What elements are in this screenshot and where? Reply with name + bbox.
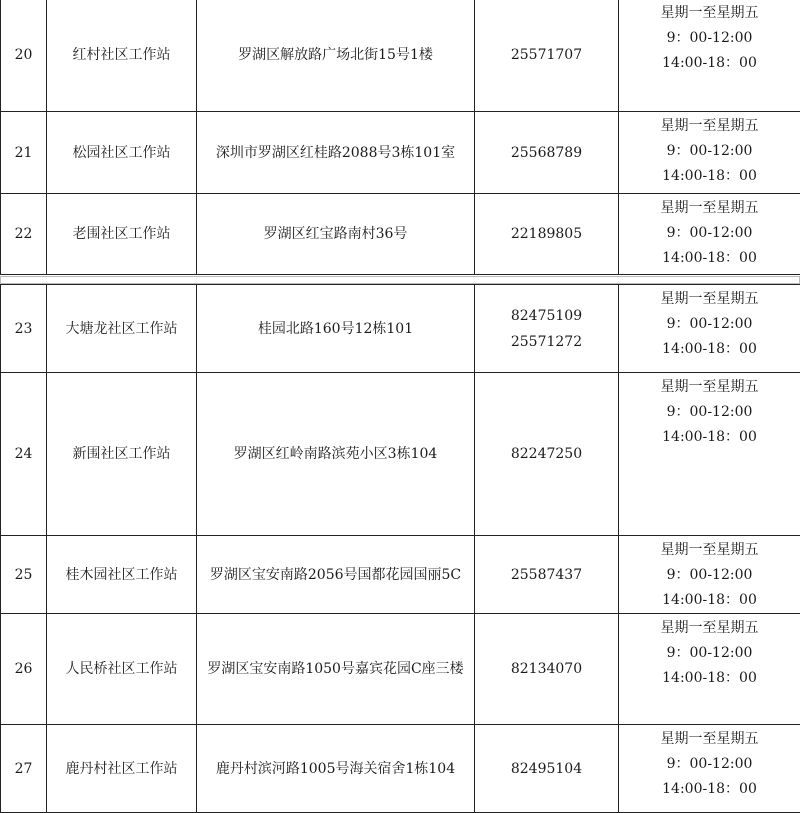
- office-hours-line: 14:00-18：00: [623, 164, 796, 189]
- table-row: [1, 536, 800, 614]
- office-hours-line: 9：00-12:00: [623, 26, 796, 51]
- table-row: [1, 285, 800, 373]
- office-hours: [619, 725, 800, 813]
- station-address: 鹿丹村滨河路1005号海关宿舍1栋104: [197, 725, 475, 813]
- office-hours: [619, 373, 800, 536]
- station-address: 罗湖区宝安南路2056号国都花园国丽5C: [197, 536, 475, 614]
- phone-number: 82475109: [479, 303, 614, 329]
- station-address: 罗湖区红宝路南村36号: [197, 194, 475, 275]
- phone-number: 25571707: [479, 42, 614, 68]
- office-hours-line: 星期一至星期五: [623, 375, 796, 400]
- table-row: [1, 194, 800, 275]
- station-phone: [475, 285, 619, 373]
- row-number: 23: [1, 285, 47, 373]
- office-hours: [619, 285, 800, 373]
- office-hours-line: 14:00-18：00: [623, 337, 796, 362]
- station-name: 老围社区工作站: [47, 194, 197, 275]
- station-phone: [475, 0, 619, 112]
- station-table-top: [0, 0, 800, 275]
- page-break-divider: [0, 276, 800, 284]
- station-phone: [475, 614, 619, 725]
- row-number: 20: [1, 0, 47, 112]
- office-hours: [619, 112, 800, 194]
- station-name: 桂木园社区工作站: [47, 536, 197, 614]
- office-hours-line: 星期一至星期五: [623, 196, 796, 221]
- station-phone: [475, 373, 619, 536]
- station-name: 松园社区工作站: [47, 112, 197, 194]
- office-hours-line: 14:00-18：00: [623, 777, 796, 802]
- station-name: 大塘龙社区工作站: [47, 285, 197, 373]
- office-hours-line: 9：00-12:00: [623, 563, 796, 588]
- phone-number: 22189805: [479, 221, 614, 247]
- station-address: 桂园北路160号12栋101: [197, 285, 475, 373]
- office-hours-line: 14:00-18：00: [623, 666, 796, 691]
- phone-number: 82247250: [479, 441, 614, 467]
- office-hours-line: 14:00-18：00: [623, 246, 796, 271]
- station-address: 罗湖区宝安南路1050号嘉宾花园C座三楼: [197, 614, 475, 725]
- table-row: [1, 614, 800, 725]
- station-phone: [475, 112, 619, 194]
- office-hours-line: 9：00-12:00: [623, 139, 796, 164]
- office-hours-line: 14:00-18：00: [623, 425, 796, 450]
- row-number: 24: [1, 373, 47, 536]
- office-hours-line: 9：00-12:00: [623, 400, 796, 425]
- station-phone: [475, 536, 619, 614]
- station-name: 鹿丹村社区工作站: [47, 725, 197, 813]
- office-hours-line: 9：00-12:00: [623, 221, 796, 246]
- office-hours-line: 9：00-12:00: [623, 641, 796, 666]
- station-address: 罗湖区解放路广场北街15号1楼: [197, 0, 475, 112]
- phone-number: 25587437: [479, 562, 614, 588]
- office-hours: [619, 0, 800, 112]
- office-hours-line: 14:00-18：00: [623, 588, 796, 613]
- office-hours-line: 星期一至星期五: [623, 114, 796, 139]
- office-hours-line: 9：00-12:00: [623, 312, 796, 337]
- station-address: 罗湖区红岭南路滨苑小区3栋104: [197, 373, 475, 536]
- table-row: [1, 725, 800, 813]
- office-hours: [619, 536, 800, 614]
- station-name: 新围社区工作站: [47, 373, 197, 536]
- office-hours-line: 星期一至星期五: [623, 538, 796, 563]
- row-number: 21: [1, 112, 47, 194]
- table-row: [1, 112, 800, 194]
- office-hours-line: 星期一至星期五: [623, 616, 796, 641]
- row-number: 25: [1, 536, 47, 614]
- table-row: [1, 373, 800, 536]
- station-phone: [475, 725, 619, 813]
- office-hours-line: 9：00-12:00: [623, 752, 796, 777]
- row-number: 27: [1, 725, 47, 813]
- office-hours-line: 星期一至星期五: [623, 1, 796, 26]
- office-hours-line: 14:00-18：00: [623, 51, 796, 76]
- station-table-bottom: [0, 284, 800, 813]
- phone-number: 82134070: [479, 656, 614, 682]
- phone-number: 82495104: [479, 756, 614, 782]
- office-hours: [619, 194, 800, 275]
- station-phone: [475, 194, 619, 275]
- table-row: [1, 0, 800, 112]
- row-number: 22: [1, 194, 47, 275]
- station-address: 深圳市罗湖区红桂路2088号3栋101室: [197, 112, 475, 194]
- office-hours: [619, 614, 800, 725]
- phone-number: 25571272: [479, 329, 614, 355]
- station-name: 人民桥社区工作站: [47, 614, 197, 725]
- office-hours-line: 星期一至星期五: [623, 727, 796, 752]
- phone-number: 25568789: [479, 140, 614, 166]
- office-hours-line: 星期一至星期五: [623, 287, 796, 312]
- row-number: 26: [1, 614, 47, 725]
- station-name: 红村社区工作站: [47, 0, 197, 112]
